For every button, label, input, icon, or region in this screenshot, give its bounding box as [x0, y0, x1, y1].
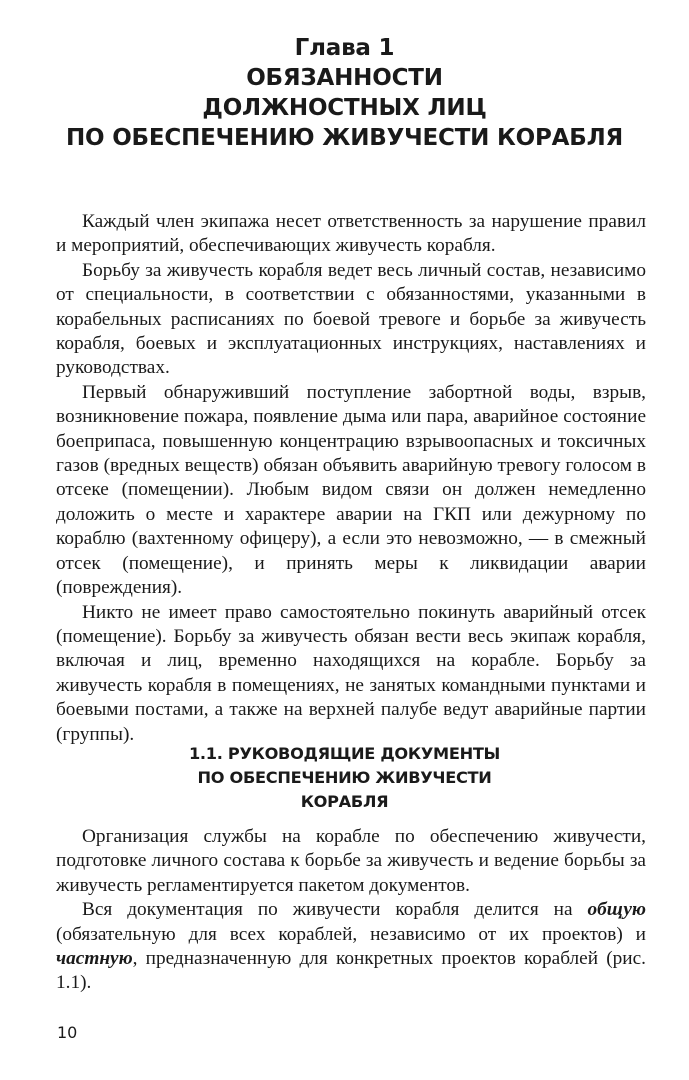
chapter-heading — [0, 33, 689, 153]
section-paragraph-2 — [56, 898, 646, 996]
chapter-body — [56, 210, 646, 747]
text-run: Вся документация по живучести корабля делится на — [82, 899, 588, 921]
text-run: (обязательную для всех кораблей, независимо от их проектов) и — [56, 923, 646, 945]
emphasis-specific: частную — [56, 948, 133, 970]
section-body — [56, 825, 646, 996]
paragraph-3: Первый обнаруживший поступление забортной воды, взрыв, возникновение пожара, появление дыма или пара, аварийное состояние боеприпаса, повышенную концентрацию взрывоопасных и токсичных газов (вредных веществ) обязан объявить аварийную тревогу голосом в отсеке (помещении). Любым видом связи он должен немедленно доложить о месте и характере аварии на ГКП или дежурному по кораблю (вахтенному офицеру), а если это невозможно, — в смежный отсек (помещение), и принять меры к ликвидации аварии (повреждения). — [56, 381, 646, 599]
section-title-line-1: 1.1. РУКОВОДЯЩИЕ ДОКУМЕНТЫ — [188, 744, 501, 763]
paragraph-2: Борьбу за живучесть корабля ведет весь личный состав, независимо от специальности, в соответствии с обязанностями, указанными в корабельных расписаниях по боевой тревоге и борьбе за живучесть корабля, боевых и эксплуатационных инструкциях, наставлениях и руководствах. — [56, 259, 646, 379]
text-run: , предназначенную для конкретных проектов кораблей (рис. 1.1). — [56, 948, 646, 994]
page-number: 10 — [57, 1023, 78, 1042]
section-title-line-2: ПО ОБЕСПЕЧЕНИЮ ЖИВУЧЕСТИ — [197, 768, 492, 787]
chapter-title-line-1: ОБЯЗАННОСТИ — [246, 65, 443, 91]
chapter-title-line-3: ПО ОБЕСПЕЧЕНИЮ ЖИВУЧЕСТИ КОРАБЛЯ — [66, 125, 623, 151]
chapter-label: Глава 1 — [294, 35, 395, 61]
emphasis-general: общую — [587, 899, 646, 921]
section-heading — [0, 742, 689, 814]
section-title-line-3: КОРАБЛЯ — [300, 792, 389, 811]
chapter-title-line-2: ДОЛЖНОСТНЫХ ЛИЦ — [202, 95, 487, 121]
section-paragraph-1: Организация службы на корабле по обеспечению живучести, подготовке личного состава к борьбе за живучесть и ведение борьбы за живучесть регламентируется пакетом документов. — [56, 826, 646, 896]
paragraph-1: Каждый член экипажа несет ответственность за нарушение правил и мероприятий, обеспечивающих живучесть корабля. — [56, 211, 646, 257]
paragraph-4: Никто не имеет право самостоятельно покинуть аварийный отсек (помещение). Борьбу за живучесть обязан вести весь экипаж корабля, включая и лиц, временно находящихся на корабле. Борьбу за живучесть корабля в помещениях, не занятых командными пунктами и боевыми постами, а также на верхней палубе ведут аварийные партии (группы). — [56, 601, 646, 745]
